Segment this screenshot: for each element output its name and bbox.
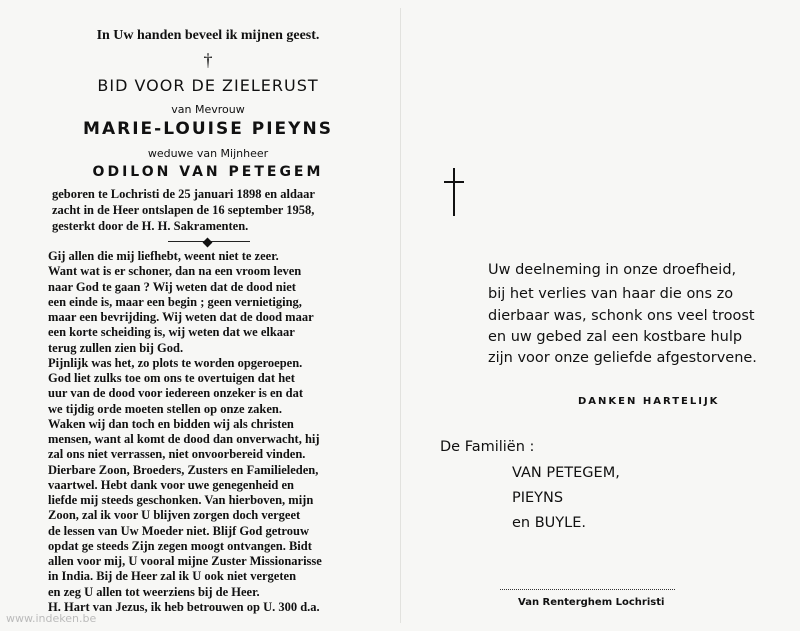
family-name: PIEYNS xyxy=(512,490,564,506)
prayer-line: allen voor mij, U vooral mijne Zuster Missionarisse xyxy=(48,554,322,568)
ornament-divider xyxy=(168,239,250,245)
danken-hartelijk: DANKEN HARTELIJK xyxy=(578,396,720,407)
prayer-line: Pijnlijk was het, zo plots te worden opgeroepen. xyxy=(48,355,303,370)
family-name: VAN PETEGEM, xyxy=(512,465,620,481)
family-name: en BUYLE. xyxy=(512,515,586,531)
prayer-line: de lessen van Uw Moeder niet. Blijf God getrouw xyxy=(48,523,309,538)
prayer-line: God liet zulks toe om ons te overtuigen dat het xyxy=(48,371,295,385)
bio-line: geboren te Lochristi de 25 januari 1898 en aldaar xyxy=(52,187,315,201)
dotted-divider xyxy=(500,589,675,590)
deceased-name: MARIE-LOUISE PIEYNS xyxy=(83,119,333,139)
fold-line xyxy=(400,8,401,623)
prayer-line: naar God te gaan ? Wij weten dat de dood niet xyxy=(48,279,296,294)
heading: BID VOOR DE ZIELERUST xyxy=(97,76,319,95)
prayer-line: zal ons niet verrassen, niet onvoorbereid vinden. xyxy=(48,447,306,462)
thanks-line: dierbaar was, schonk ons veel troost xyxy=(488,308,755,324)
prayer-line: een einde is, maar een begin ; geen vernietiging, xyxy=(48,294,302,309)
cross-icon xyxy=(444,168,464,216)
bio-line: zacht in de Heer ontslapen de 16 september 1958, xyxy=(52,203,315,217)
prayer-line: maar een bevrijding. Wij weten dat de dood maar xyxy=(48,310,314,324)
thanks-line: en uw gebed zal een kostbare hulp xyxy=(488,329,743,345)
prayer-line: een korte scheiding is, wij weten dat we elkaar xyxy=(48,325,295,340)
prayer-text xyxy=(48,249,358,615)
prayer-line: uur van de dood voor iedereen onzeker is en dat xyxy=(48,386,303,401)
prayer-line: vaartwel. Hebt dank voor uwe genegenheid en xyxy=(48,477,294,492)
bio-line: gesterkt door de H. H. Sakramenten. xyxy=(52,219,249,233)
prayer-line: in India. Bij de Heer zal ik U ook niet vergeten xyxy=(48,569,297,584)
prayer-line: mensen, want al komt de dood dan onverwacht, hij xyxy=(48,432,320,446)
watermark: www.indeken.be xyxy=(6,612,97,625)
thanks-line: bij het verlies van haar die ons zo xyxy=(488,286,734,302)
van-mevrouw: van Mevrouw xyxy=(171,103,245,116)
husband-name: ODILON VAN PETEGEM xyxy=(92,164,324,180)
prayer-line: en zeg U allen tot weerziens bij de Heer. xyxy=(48,584,260,599)
prayer-line: Gij allen die mij liefhebt, weent niet te zeer. xyxy=(48,249,279,263)
prayer-line: we tijdig orde moeten stellen op onze zaken. xyxy=(48,401,282,416)
prayer-line: Waken wij dan toch en bidden wij als christen xyxy=(48,416,294,431)
prayer-line: Want wat is er schoner, dan na een vroom leven xyxy=(48,264,302,279)
cross-icon: † xyxy=(203,50,213,70)
prayer-line: liefde mij steeds geschonken. Van hierboven, mijn xyxy=(48,493,314,507)
thanks-line: Uw deelneming in onze droefheid, xyxy=(488,262,737,278)
printer-credit: Van Renterghem Lochristi xyxy=(518,597,665,608)
prayer-line: terug zullen zien bij God. xyxy=(48,340,184,355)
prayer-line: H. Hart van Jezus, ik heb betrouwen op U. 300 d.a. xyxy=(48,599,320,614)
motto: In Uw handen beveel ik mijnen geest. xyxy=(96,28,320,43)
prayer-line: Dierbare Zoon, Broeders, Zusters en Familieleden, xyxy=(48,462,319,477)
prayer-line: Zoon, zal ik voor U blijven zorgen doch vergeet xyxy=(48,508,301,523)
weduwe-label: weduwe van Mijnheer xyxy=(147,147,269,160)
families-label: De Familiën : xyxy=(440,439,535,455)
thanks-line: zijn voor onze geliefde afgestorvene. xyxy=(488,350,757,366)
prayer-line: opdat ge steeds Zijn zegen moogt ontvangen. Bidt xyxy=(48,538,312,553)
